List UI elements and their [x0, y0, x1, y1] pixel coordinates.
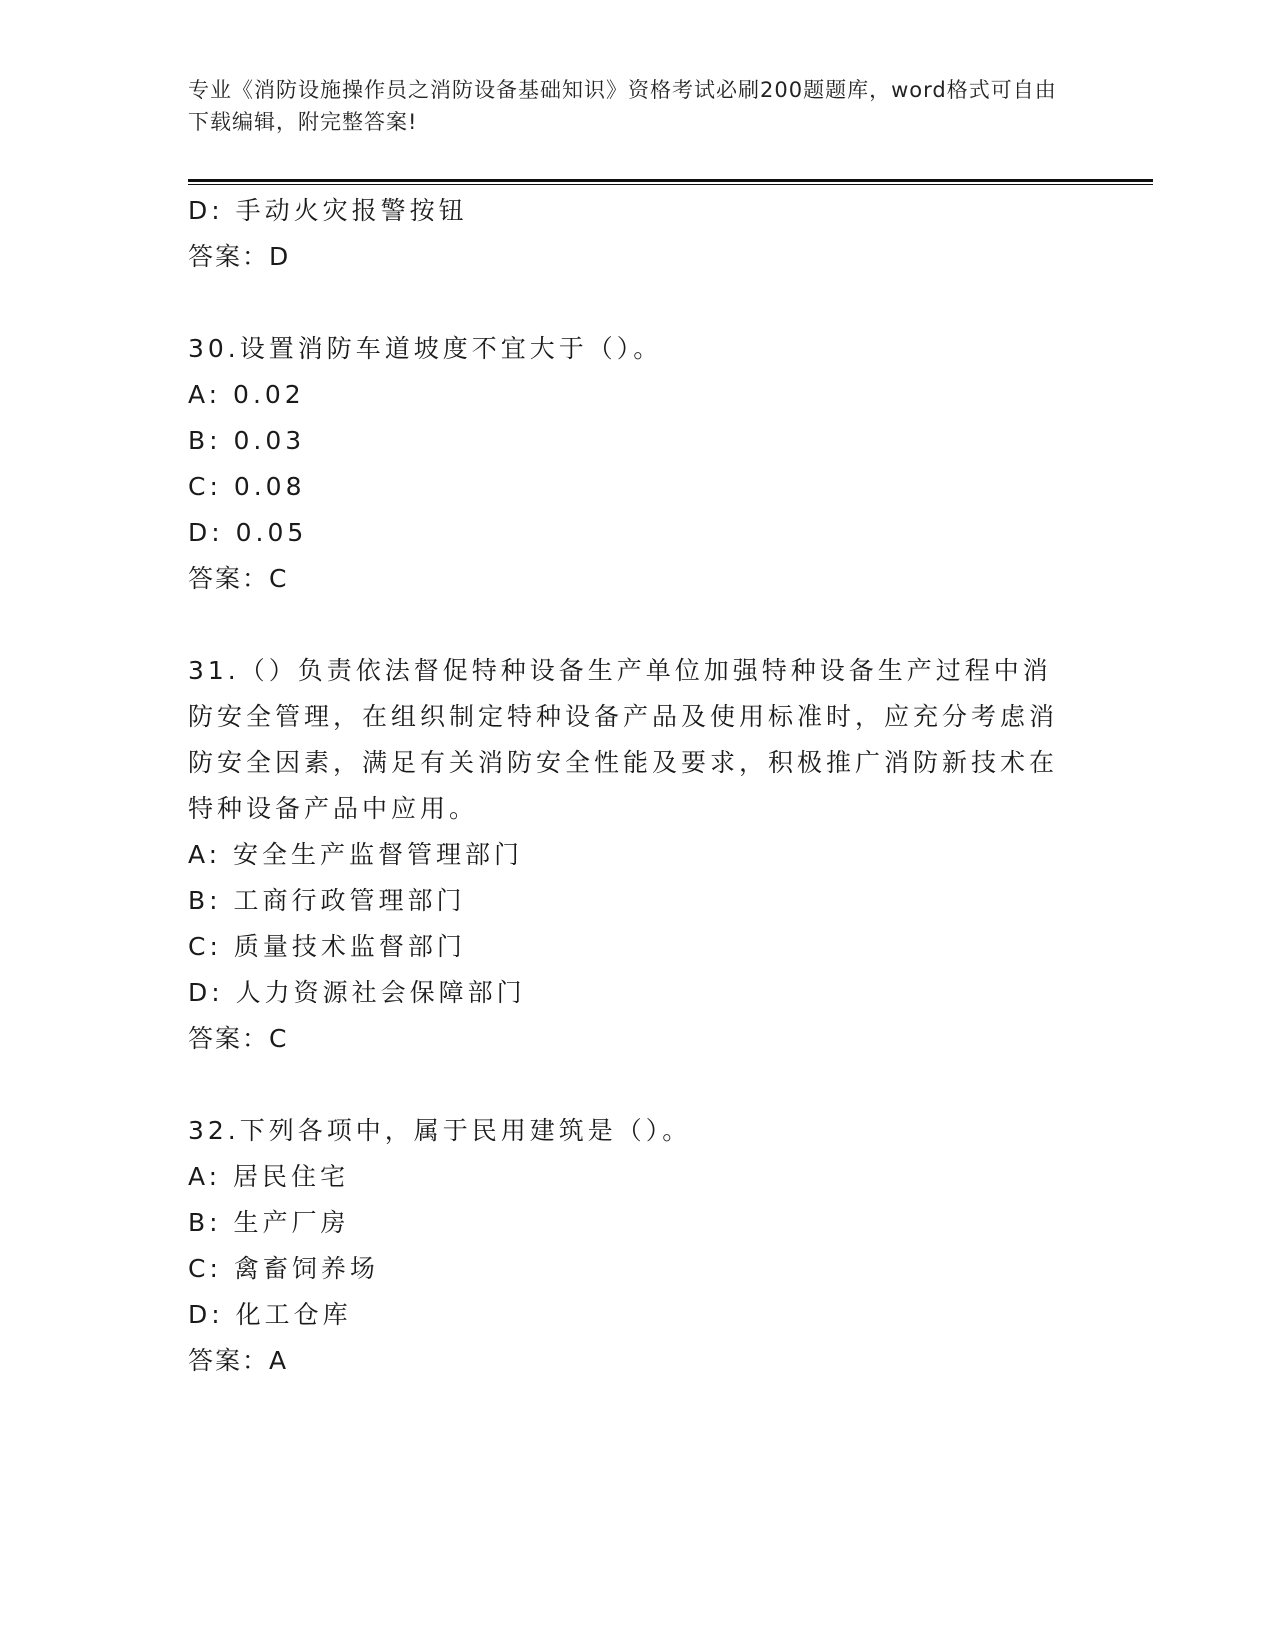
question-32 [188, 1108, 1088, 1384]
option-a: A: 0.02 [188, 380, 305, 409]
header-rule-thin [188, 184, 1153, 185]
header-rule-thick [188, 179, 1153, 182]
document-body [188, 188, 1088, 1384]
option-d: D: 人力资源社会保障部门 [188, 978, 526, 1007]
option-a: A: 安全生产监督管理部门 [188, 840, 524, 869]
carryover-option-d: D: 手动火灾报警按钮 [188, 196, 468, 225]
document-header: 专业《消防设施操作员之消防设备基础知识》资格考试必刷200题题库，word格式可自由下载编辑，附完整答案! [188, 78, 1057, 134]
spacer [188, 280, 1088, 326]
question-stem: 31.（）负责依法督促特种设备生产单位加强特种设备生产过程中消防安全管理，在组织制定特种设备产品及使用标准时，应充分考虑消防安全因素，满足有关消防安全性能及要求，积极推广消防新技术在特种设备产品中应用。 [188, 656, 1059, 823]
question-stem: 32.下列各项中，属于民用建筑是（）。 [188, 1116, 692, 1145]
question-31 [188, 648, 1088, 1062]
question-stem: 30.设置消防车道坡度不宜大于（）。 [188, 334, 663, 363]
option-c: C: 0.08 [188, 472, 306, 501]
spacer [188, 1062, 1088, 1108]
option-a: A: 居民住宅 [188, 1162, 350, 1191]
option-c: C: 质量技术监督部门 [188, 932, 466, 961]
question-30 [188, 326, 1088, 602]
question-answer: 答案：C [188, 564, 289, 593]
option-b: B: 工商行政管理部门 [188, 886, 466, 915]
question-answer: 答案：C [188, 1024, 289, 1053]
question-answer: 答案：A [188, 1346, 289, 1375]
option-b: B: 0.03 [188, 426, 306, 455]
option-d: D: 化工仓库 [188, 1300, 352, 1329]
option-d: D: 0.05 [188, 518, 308, 547]
option-c: C: 禽畜饲养场 [188, 1254, 379, 1283]
spacer [188, 602, 1088, 648]
option-b: B: 生产厂房 [188, 1208, 350, 1237]
carryover-answer: 答案：D [188, 242, 291, 271]
